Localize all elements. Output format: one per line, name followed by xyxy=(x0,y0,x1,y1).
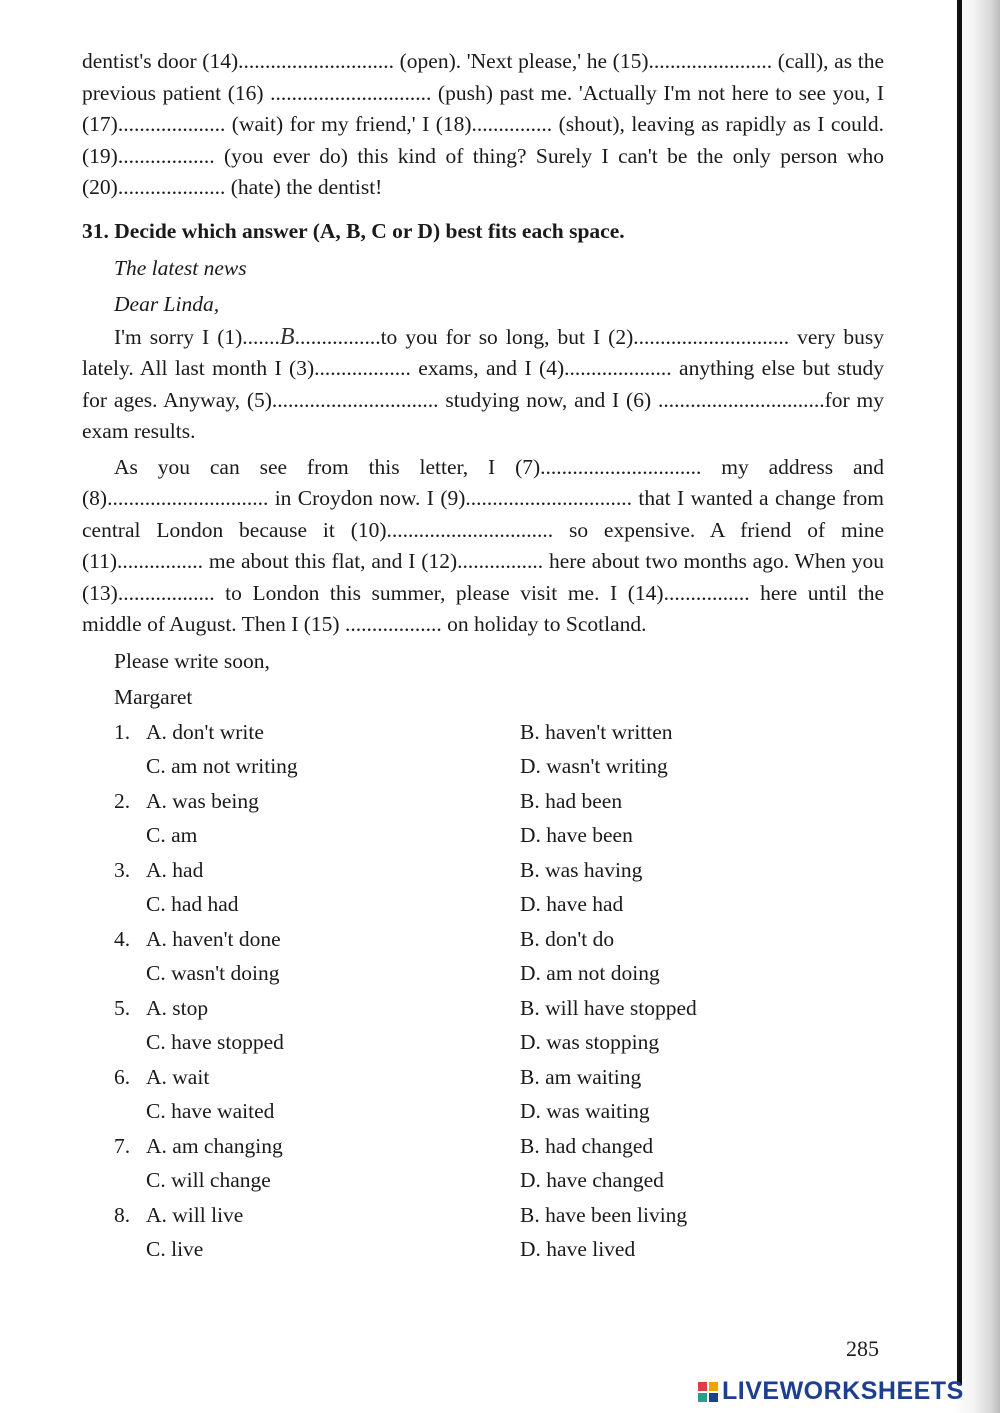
option-row xyxy=(82,922,884,957)
question-number: 3. xyxy=(114,857,131,882)
question-number: 8. xyxy=(114,1202,131,1227)
option-b[interactable]: B. had been xyxy=(520,788,623,813)
letter-paragraph-1 xyxy=(82,322,884,448)
option-c[interactable]: C. have waited xyxy=(146,1099,275,1123)
continuation-paragraph: dentist's door (14)............................. (open). 'Next please,' he (15)....................... (call), as the previous patient (16) .............................. (push) past me. 'Actually I'm not here to see you, I (17).................... (wait) for my friend,' I (18)............... (shout), leaving as rapidly as I could. (19).................. (you ever do) this kind of thing? Surely I can't be the only person who (20).................... (hate) the dentist! xyxy=(82,49,884,199)
option-row xyxy=(82,1060,884,1095)
liveworksheets-logo-icon xyxy=(698,1382,718,1402)
option-b[interactable]: B. have been living xyxy=(520,1202,688,1227)
page-spine-line xyxy=(957,0,962,1385)
option-c[interactable]: C. wasn't doing xyxy=(146,961,280,985)
option-row xyxy=(82,853,884,888)
option-d[interactable]: D. am not doing xyxy=(520,961,660,985)
liveworksheets-brand[interactable] xyxy=(698,1377,964,1406)
option-row xyxy=(82,956,884,991)
answer-options-list xyxy=(82,715,884,1267)
option-row xyxy=(82,1198,884,1233)
option-row xyxy=(82,749,884,784)
option-a[interactable]: A. don't write xyxy=(146,719,264,744)
option-c[interactable]: C. live xyxy=(146,1237,204,1261)
option-row xyxy=(82,784,884,819)
option-c[interactable]: C. am not writing xyxy=(146,754,298,778)
option-row xyxy=(82,1129,884,1164)
option-d[interactable]: D. have been xyxy=(520,823,633,847)
option-d[interactable]: D. was waiting xyxy=(520,1099,650,1123)
option-row xyxy=(82,715,884,750)
option-c[interactable]: C. have stopped xyxy=(146,1030,284,1054)
letter-paragraph-2: As you can see from this letter, I (7).............................. my address and (8).............................. in Croydon now. I (9)............................... that I wanted a change from central London because it (10)............................... so expensive. A friend of mine (11)................ me about this flat, and I (12)................ here about two months ago. When you (13).................. to London this summer, please visit me. I (14)................ here until the middle of August. Then I (15) .................. on holiday to Scotland. xyxy=(82,454,884,636)
option-d[interactable]: D. have had xyxy=(520,892,624,916)
option-b[interactable]: B. don't do xyxy=(520,926,615,951)
page-number: 285 xyxy=(846,1336,879,1361)
option-row xyxy=(82,1163,884,1198)
question-number: 7. xyxy=(114,1133,131,1158)
option-b[interactable]: B. will have stopped xyxy=(520,995,697,1020)
option-b[interactable]: B. haven't written xyxy=(520,719,673,744)
option-a[interactable]: A. stop xyxy=(146,995,209,1020)
option-d[interactable]: D. have lived xyxy=(520,1237,636,1261)
question-number: 4. xyxy=(114,926,131,951)
question-number: 1. xyxy=(114,719,131,744)
letter-greeting: Dear Linda, xyxy=(114,291,220,316)
question-number: 2. xyxy=(114,788,131,813)
option-d[interactable]: D. have changed xyxy=(520,1168,664,1192)
option-row xyxy=(82,1094,884,1129)
option-c[interactable]: C. am xyxy=(146,823,198,847)
option-a[interactable]: A. wait xyxy=(146,1064,210,1089)
option-row xyxy=(82,818,884,853)
option-row xyxy=(82,1025,884,1060)
option-row xyxy=(82,991,884,1026)
letter-paragraph-1-start: I'm sorry I (1)....... xyxy=(114,324,280,349)
question-number: 6. xyxy=(114,1064,131,1089)
letter-title: The latest news xyxy=(114,255,247,280)
worksheet-page xyxy=(82,46,884,1267)
exercise-heading: 31. Decide which answer (A, B, C or D) best fits each space. xyxy=(82,218,625,243)
option-b[interactable]: B. was having xyxy=(520,857,643,882)
letter-closing: Please write soon, xyxy=(114,648,270,673)
brand-name: LIVEWORKSHEETS xyxy=(722,1377,964,1405)
option-a[interactable]: A. am changing xyxy=(146,1133,283,1158)
letter-signature: Margaret xyxy=(114,684,193,709)
option-a[interactable]: A. haven't done xyxy=(146,926,281,951)
option-c[interactable]: C. had had xyxy=(146,892,239,916)
option-a[interactable]: A. was being xyxy=(146,788,259,813)
option-d[interactable]: D. was stopping xyxy=(520,1030,660,1054)
answer-1-handwritten[interactable]: B xyxy=(279,323,295,350)
option-a[interactable]: A. will live xyxy=(146,1202,244,1227)
letter-paragraph-1-rest: ................to you for so long, but I (2)............................. very busy lately. All last month I (3).................. exams, and I (4).................... anything else but study for ages. Anyway, (5)............................... studying now, and I (6) ...............................for my exam results. xyxy=(82,324,884,443)
option-row xyxy=(82,1232,884,1267)
option-a[interactable]: A. had xyxy=(146,857,204,882)
option-row xyxy=(82,887,884,922)
option-d[interactable]: D. wasn't writing xyxy=(520,754,668,778)
option-b[interactable]: B. am waiting xyxy=(520,1064,642,1089)
option-c[interactable]: C. will change xyxy=(146,1168,271,1192)
question-number: 5. xyxy=(114,995,131,1020)
option-b[interactable]: B. had changed xyxy=(520,1133,654,1158)
